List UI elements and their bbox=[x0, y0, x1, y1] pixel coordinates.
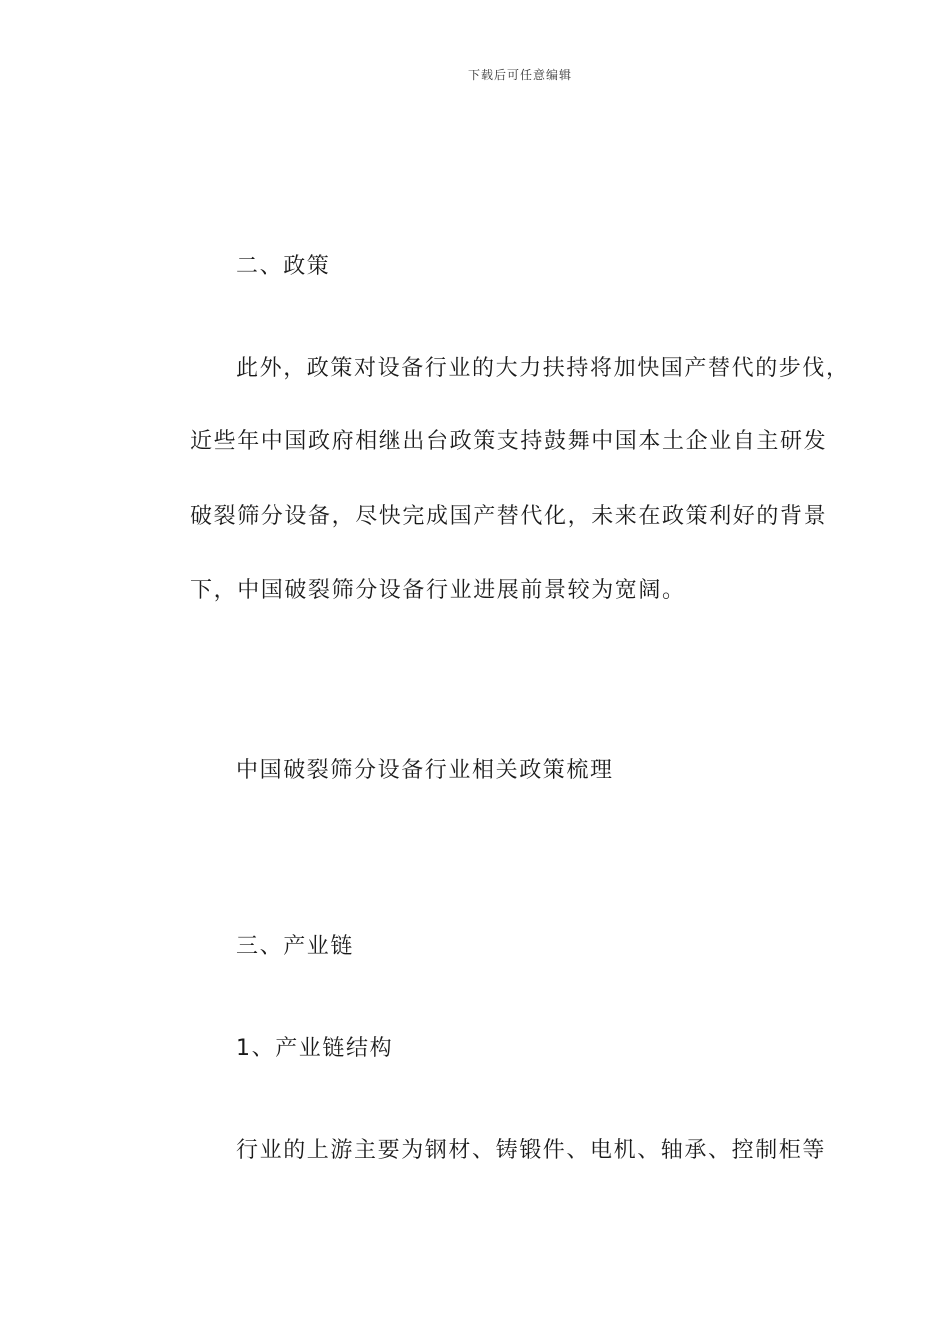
subsection-heading: 1、产业链结构 bbox=[236, 1036, 394, 1061]
paragraph-line: 下，中国破裂筛分设备行业进展前景较为宽阔。 bbox=[190, 578, 686, 603]
figure-caption: 中国破裂筛分设备行业相关政策梳理 bbox=[236, 758, 614, 783]
paragraph-line: 行业的上游主要为钢材、铸锻件、电机、轴承、控制柜等 bbox=[236, 1138, 827, 1163]
paragraph-line: 此外，政策对设备行业的大力扶持将加快国产替代的步伐， bbox=[236, 356, 850, 381]
section-heading-industry-chain: 三、产业链 bbox=[236, 934, 355, 959]
paragraph-line: 破裂筛分设备，尽快完成国产替代化，未来在政策利好的背景 bbox=[190, 504, 828, 529]
section-heading-policy: 二、政策 bbox=[236, 254, 331, 279]
header-note: 下载后可任意编辑 bbox=[467, 68, 572, 82]
paragraph-line: 近些年中国政府相继出台政策支持鼓舞中国本土企业自主研发 bbox=[190, 429, 828, 454]
